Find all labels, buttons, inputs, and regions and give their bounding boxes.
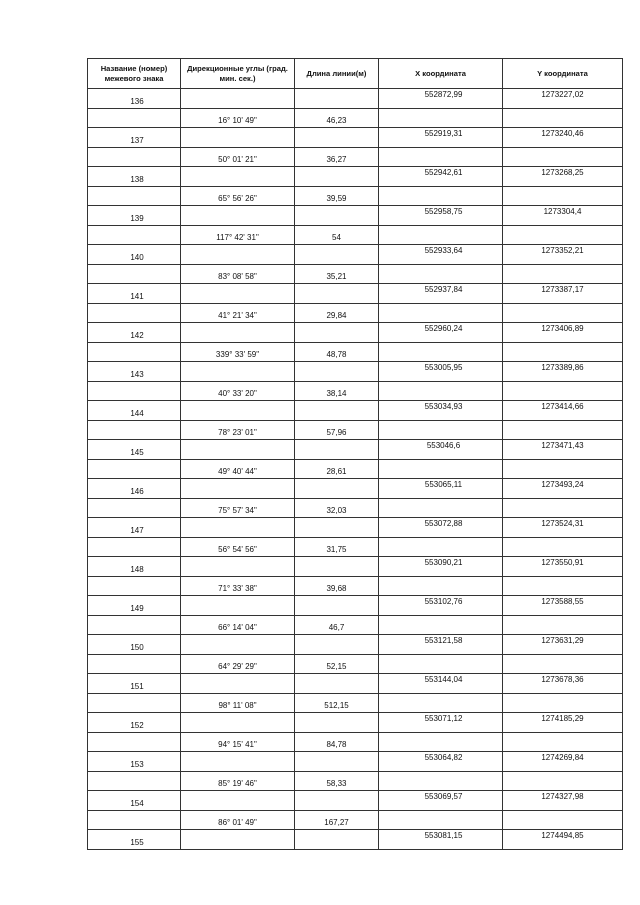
point-row xyxy=(88,557,623,577)
point-row xyxy=(88,518,623,538)
table-header-row xyxy=(88,59,623,89)
point-row xyxy=(88,401,623,421)
y-coordinate-cell: 1273227,02 xyxy=(503,89,623,109)
point-name-cell xyxy=(88,576,181,596)
point-name-cell xyxy=(88,420,181,440)
point-row xyxy=(88,362,623,382)
segment-row xyxy=(88,459,623,479)
point-row xyxy=(88,479,623,499)
x-coordinate-cell: 553081,15 xyxy=(379,830,503,850)
y-coordinate-cell xyxy=(503,693,623,713)
y-coordinate-cell: 1273304,4 xyxy=(503,206,623,226)
point-name-cell xyxy=(88,693,181,713)
line-length-cell: 39,68 xyxy=(295,576,379,596)
direction-angle-cell xyxy=(181,635,295,655)
line-length-cell: 167,27 xyxy=(295,810,379,830)
y-coordinate-cell: 1273524,31 xyxy=(503,518,623,538)
line-length-cell xyxy=(295,440,379,460)
point-row xyxy=(88,206,623,226)
x-coordinate-cell: 552958,75 xyxy=(379,206,503,226)
direction-angle-cell: 71° 33' 38" xyxy=(181,576,295,596)
line-length-cell: 36,27 xyxy=(295,147,379,167)
direction-angle-cell: 40° 33' 20" xyxy=(181,381,295,401)
y-coordinate-cell xyxy=(503,381,623,401)
x-coordinate-cell xyxy=(379,810,503,830)
segment-row xyxy=(88,576,623,596)
line-length-cell: 57,96 xyxy=(295,420,379,440)
line-length-cell: 38,14 xyxy=(295,381,379,401)
line-length-cell: 28,61 xyxy=(295,459,379,479)
point-row xyxy=(88,440,623,460)
segment-row xyxy=(88,264,623,284)
segment-row xyxy=(88,147,623,167)
point-name-cell: 138 xyxy=(88,167,181,187)
header-angle: Дирекционные углы (град. мин. сек.) xyxy=(181,59,295,89)
direction-angle-cell xyxy=(181,479,295,499)
line-length-cell xyxy=(295,479,379,499)
line-length-cell: 512,15 xyxy=(295,693,379,713)
x-coordinate-cell: 552919,31 xyxy=(379,128,503,148)
point-name-cell xyxy=(88,303,181,323)
table-body xyxy=(88,89,623,850)
point-name-cell: 146 xyxy=(88,479,181,499)
point-row xyxy=(88,596,623,616)
point-name-cell: 149 xyxy=(88,596,181,616)
segment-row xyxy=(88,654,623,674)
segment-row xyxy=(88,732,623,752)
x-coordinate-cell: 553090,21 xyxy=(379,557,503,577)
point-name-cell xyxy=(88,108,181,128)
x-coordinate-cell: 553144,04 xyxy=(379,674,503,694)
point-name-cell: 155 xyxy=(88,830,181,850)
direction-angle-cell: 339° 33' 59" xyxy=(181,342,295,362)
point-name-cell: 150 xyxy=(88,635,181,655)
point-name-cell: 139 xyxy=(88,206,181,226)
segment-row xyxy=(88,537,623,557)
line-length-cell: 58,33 xyxy=(295,771,379,791)
x-coordinate-cell xyxy=(379,576,503,596)
point-name-cell xyxy=(88,498,181,518)
point-name-cell: 147 xyxy=(88,518,181,538)
direction-angle-cell xyxy=(181,752,295,772)
header-y: Y координата xyxy=(503,59,623,89)
line-length-cell xyxy=(295,284,379,304)
segment-row xyxy=(88,498,623,518)
x-coordinate-cell xyxy=(379,420,503,440)
direction-angle-cell: 98° 11' 08" xyxy=(181,693,295,713)
line-length-cell xyxy=(295,557,379,577)
point-name-cell: 152 xyxy=(88,713,181,733)
point-name-cell: 145 xyxy=(88,440,181,460)
direction-angle-cell xyxy=(181,323,295,343)
y-coordinate-cell: 1274269,84 xyxy=(503,752,623,772)
segment-row xyxy=(88,615,623,635)
point-row xyxy=(88,284,623,304)
direction-angle-cell: 64° 29' 29" xyxy=(181,654,295,674)
point-name-cell: 137 xyxy=(88,128,181,148)
direction-angle-cell xyxy=(181,284,295,304)
direction-angle-cell: 16° 10' 49" xyxy=(181,108,295,128)
point-name-cell: 154 xyxy=(88,791,181,811)
line-length-cell xyxy=(295,362,379,382)
direction-angle-cell: 117° 42' 31" xyxy=(181,225,295,245)
y-coordinate-cell: 1273406,89 xyxy=(503,323,623,343)
y-coordinate-cell xyxy=(503,498,623,518)
point-row xyxy=(88,89,623,109)
x-coordinate-cell: 553121,58 xyxy=(379,635,503,655)
y-coordinate-cell: 1273471,43 xyxy=(503,440,623,460)
x-coordinate-cell: 553071,12 xyxy=(379,713,503,733)
direction-angle-cell: 94° 15' 41" xyxy=(181,732,295,752)
point-row xyxy=(88,323,623,343)
line-length-cell: 35,21 xyxy=(295,264,379,284)
segment-row xyxy=(88,810,623,830)
line-length-cell xyxy=(295,596,379,616)
y-coordinate-cell: 1273631,29 xyxy=(503,635,623,655)
y-coordinate-cell xyxy=(503,771,623,791)
x-coordinate-cell xyxy=(379,264,503,284)
x-coordinate-cell xyxy=(379,732,503,752)
x-coordinate-cell xyxy=(379,342,503,362)
line-length-cell: 31,75 xyxy=(295,537,379,557)
line-length-cell: 46,23 xyxy=(295,108,379,128)
line-length-cell: 46,7 xyxy=(295,615,379,635)
direction-angle-cell xyxy=(181,128,295,148)
direction-angle-cell: 49° 40' 44" xyxy=(181,459,295,479)
direction-angle-cell: 83° 08' 58" xyxy=(181,264,295,284)
y-coordinate-cell xyxy=(503,147,623,167)
direction-angle-cell xyxy=(181,596,295,616)
direction-angle-cell xyxy=(181,167,295,187)
line-length-cell: 39,59 xyxy=(295,186,379,206)
y-coordinate-cell: 1273550,91 xyxy=(503,557,623,577)
y-coordinate-cell xyxy=(503,654,623,674)
point-name-cell: 140 xyxy=(88,245,181,265)
x-coordinate-cell: 553102,76 xyxy=(379,596,503,616)
segment-row xyxy=(88,420,623,440)
line-length-cell xyxy=(295,830,379,850)
y-coordinate-cell: 1273414,66 xyxy=(503,401,623,421)
direction-angle-cell xyxy=(181,362,295,382)
x-coordinate-cell: 553065,11 xyxy=(379,479,503,499)
line-length-cell xyxy=(295,206,379,226)
line-length-cell xyxy=(295,752,379,772)
line-length-cell: 32,03 xyxy=(295,498,379,518)
segment-row xyxy=(88,771,623,791)
line-length-cell: 84,78 xyxy=(295,732,379,752)
y-coordinate-cell: 1273387,17 xyxy=(503,284,623,304)
y-coordinate-cell: 1273389,86 xyxy=(503,362,623,382)
y-coordinate-cell: 1274494,85 xyxy=(503,830,623,850)
point-name-cell: 151 xyxy=(88,674,181,694)
x-coordinate-cell xyxy=(379,303,503,323)
line-length-cell: 54 xyxy=(295,225,379,245)
x-coordinate-cell: 553072,88 xyxy=(379,518,503,538)
x-coordinate-cell xyxy=(379,498,503,518)
point-row xyxy=(88,791,623,811)
direction-angle-cell xyxy=(181,557,295,577)
x-coordinate-cell xyxy=(379,225,503,245)
point-name-cell: 141 xyxy=(88,284,181,304)
x-coordinate-cell: 552872,99 xyxy=(379,89,503,109)
y-coordinate-cell xyxy=(503,225,623,245)
x-coordinate-cell xyxy=(379,381,503,401)
header-x: X координата xyxy=(379,59,503,89)
x-coordinate-cell: 553069,57 xyxy=(379,791,503,811)
segment-row xyxy=(88,225,623,245)
direction-angle-cell: 78° 23' 01" xyxy=(181,420,295,440)
y-coordinate-cell xyxy=(503,342,623,362)
point-name-cell: 144 xyxy=(88,401,181,421)
point-name-cell xyxy=(88,147,181,167)
segment-row xyxy=(88,381,623,401)
point-row xyxy=(88,830,623,850)
line-length-cell xyxy=(295,245,379,265)
y-coordinate-cell xyxy=(503,537,623,557)
y-coordinate-cell xyxy=(503,576,623,596)
point-name-cell xyxy=(88,225,181,245)
direction-angle-cell: 41° 21' 34" xyxy=(181,303,295,323)
y-coordinate-cell: 1273268,25 xyxy=(503,167,623,187)
line-length-cell xyxy=(295,713,379,733)
direction-angle-cell xyxy=(181,830,295,850)
segment-row xyxy=(88,342,623,362)
point-name-cell: 148 xyxy=(88,557,181,577)
point-name-cell xyxy=(88,381,181,401)
direction-angle-cell: 65° 56' 26" xyxy=(181,186,295,206)
point-row xyxy=(88,245,623,265)
y-coordinate-cell xyxy=(503,420,623,440)
line-length-cell xyxy=(295,323,379,343)
x-coordinate-cell xyxy=(379,186,503,206)
boundary-coordinates-table xyxy=(87,58,623,850)
point-name-cell: 153 xyxy=(88,752,181,772)
direction-angle-cell: 66° 14' 04" xyxy=(181,615,295,635)
direction-angle-cell xyxy=(181,89,295,109)
direction-angle-cell xyxy=(181,791,295,811)
y-coordinate-cell xyxy=(503,459,623,479)
point-row xyxy=(88,713,623,733)
line-length-cell: 52,15 xyxy=(295,654,379,674)
line-length-cell xyxy=(295,674,379,694)
x-coordinate-cell: 553064,82 xyxy=(379,752,503,772)
y-coordinate-cell: 1274327,98 xyxy=(503,791,623,811)
direction-angle-cell xyxy=(181,713,295,733)
direction-angle-cell: 56° 54' 56" xyxy=(181,537,295,557)
line-length-cell xyxy=(295,791,379,811)
y-coordinate-cell xyxy=(503,108,623,128)
y-coordinate-cell xyxy=(503,810,623,830)
point-name-cell xyxy=(88,810,181,830)
x-coordinate-cell: 552937,84 xyxy=(379,284,503,304)
direction-angle-cell: 85° 19' 46" xyxy=(181,771,295,791)
direction-angle-cell: 86° 01' 49" xyxy=(181,810,295,830)
point-name-cell xyxy=(88,264,181,284)
x-coordinate-cell xyxy=(379,615,503,635)
line-length-cell xyxy=(295,89,379,109)
x-coordinate-cell xyxy=(379,108,503,128)
direction-angle-cell: 75° 57' 34" xyxy=(181,498,295,518)
direction-angle-cell xyxy=(181,401,295,421)
direction-angle-cell xyxy=(181,674,295,694)
line-length-cell xyxy=(295,518,379,538)
y-coordinate-cell xyxy=(503,303,623,323)
segment-row xyxy=(88,186,623,206)
x-coordinate-cell: 553046,6 xyxy=(379,440,503,460)
y-coordinate-cell: 1273588,55 xyxy=(503,596,623,616)
y-coordinate-cell xyxy=(503,615,623,635)
point-name-cell: 142 xyxy=(88,323,181,343)
point-name-cell: 136 xyxy=(88,89,181,109)
point-name-cell: 143 xyxy=(88,362,181,382)
header-name: Название (номер) межевого знака xyxy=(88,59,181,89)
y-coordinate-cell: 1273678,36 xyxy=(503,674,623,694)
x-coordinate-cell: 553005,95 xyxy=(379,362,503,382)
point-name-cell xyxy=(88,342,181,362)
y-coordinate-cell xyxy=(503,264,623,284)
y-coordinate-cell xyxy=(503,732,623,752)
line-length-cell xyxy=(295,167,379,187)
y-coordinate-cell: 1273493,24 xyxy=(503,479,623,499)
y-coordinate-cell: 1273240,46 xyxy=(503,128,623,148)
x-coordinate-cell: 552942,61 xyxy=(379,167,503,187)
point-row xyxy=(88,128,623,148)
point-name-cell xyxy=(88,771,181,791)
direction-angle-cell xyxy=(181,518,295,538)
line-length-cell: 29,84 xyxy=(295,303,379,323)
line-length-cell xyxy=(295,128,379,148)
point-name-cell xyxy=(88,654,181,674)
line-length-cell xyxy=(295,635,379,655)
direction-angle-cell xyxy=(181,245,295,265)
point-row xyxy=(88,635,623,655)
segment-row xyxy=(88,108,623,128)
point-name-cell xyxy=(88,459,181,479)
header-length: Длина линии(м) xyxy=(295,59,379,89)
line-length-cell: 48,78 xyxy=(295,342,379,362)
x-coordinate-cell: 552960,24 xyxy=(379,323,503,343)
direction-angle-cell xyxy=(181,206,295,226)
point-name-cell xyxy=(88,732,181,752)
x-coordinate-cell xyxy=(379,693,503,713)
x-coordinate-cell: 552933,64 xyxy=(379,245,503,265)
x-coordinate-cell xyxy=(379,459,503,479)
x-coordinate-cell xyxy=(379,654,503,674)
point-row xyxy=(88,674,623,694)
line-length-cell xyxy=(295,401,379,421)
point-name-cell xyxy=(88,537,181,557)
x-coordinate-cell xyxy=(379,537,503,557)
x-coordinate-cell xyxy=(379,147,503,167)
y-coordinate-cell xyxy=(503,186,623,206)
point-name-cell xyxy=(88,186,181,206)
segment-row xyxy=(88,303,623,323)
direction-angle-cell: 50° 01' 21" xyxy=(181,147,295,167)
segment-row xyxy=(88,693,623,713)
y-coordinate-cell: 1274185,29 xyxy=(503,713,623,733)
point-name-cell xyxy=(88,615,181,635)
x-coordinate-cell xyxy=(379,771,503,791)
point-row xyxy=(88,752,623,772)
y-coordinate-cell: 1273352,21 xyxy=(503,245,623,265)
point-row xyxy=(88,167,623,187)
direction-angle-cell xyxy=(181,440,295,460)
x-coordinate-cell: 553034,93 xyxy=(379,401,503,421)
